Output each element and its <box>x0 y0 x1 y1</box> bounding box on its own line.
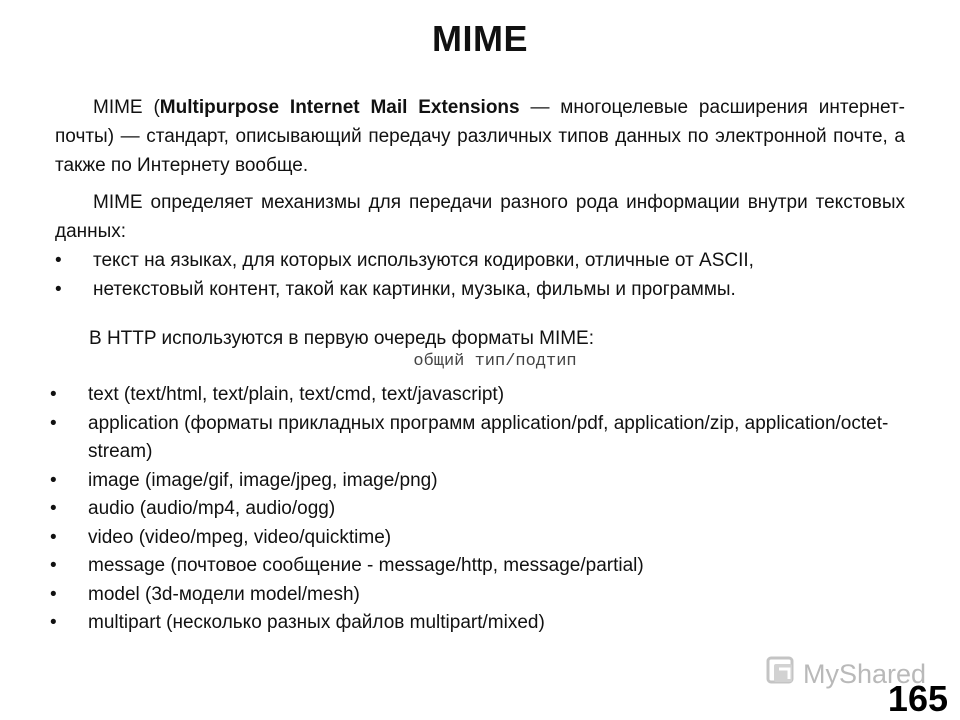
list-item <box>50 410 890 467</box>
bullet: • <box>50 612 57 633</box>
mime-mechanisms-text: MIME определяет механизмы для передачи разного рода информации внутри текстовых данных: <box>55 192 905 242</box>
list-item-text: application (форматы прикладных программ application/pdf, application/zip, application/octet-stream) <box>88 412 889 462</box>
list-item-text: text (text/html, text/plain, text/cmd, text/javascript) <box>88 384 505 405</box>
mime-definition-rest: — многоцелевые расширения интернет-почты) — стандарт, описывающий передачу различных типов данных по электронной почте, а также по Интернету вообще. <box>55 97 905 176</box>
bullet: • <box>55 250 62 271</box>
bullet: • <box>55 279 62 300</box>
bullet: • <box>50 384 57 405</box>
slide-title: MIME <box>432 18 528 59</box>
list-item <box>50 495 890 524</box>
list-item-text: video (video/mpeg, video/quicktime) <box>88 526 392 548</box>
list-item <box>50 609 890 638</box>
mime-term: MIME <box>93 97 143 118</box>
mime-types-list <box>50 381 890 638</box>
list-item <box>50 552 890 581</box>
mime-full-name: Multipurpose Internet Mail Extensions <box>159 97 520 118</box>
list-item-text: multipart (несколько разных файлов multipart/mixed) <box>88 612 545 633</box>
content-types-list <box>55 246 905 304</box>
bullet: • <box>50 412 57 434</box>
list-item-text: нетекстовый контент, такой как картинки, музыка, фильмы и программы. <box>93 279 736 300</box>
bullet: • <box>50 469 57 491</box>
open-paren: ( <box>142 97 160 118</box>
http-intro-text: В HTTP используются в первую очередь форматы MIME: <box>89 328 595 349</box>
list-item-text: текст на языках, для которых используются кодировки, отличные от ASCII, <box>93 250 754 271</box>
bullet: • <box>50 555 57 576</box>
list-item-text: image (image/gif, image/jpeg, image/png) <box>88 469 438 491</box>
list-item-text: message (почтовое сообщение - message/http, message/partial) <box>88 555 644 576</box>
watermark-text: MyShared <box>803 659 927 689</box>
list-item <box>50 524 890 553</box>
myshared-logo-icon <box>765 655 803 694</box>
list-item <box>50 581 890 610</box>
list-item <box>50 467 890 496</box>
list-item <box>55 246 905 275</box>
mime-definition-paragraph <box>55 93 905 180</box>
page-number: 165 <box>887 678 948 719</box>
list-item-text: model (3d-модели model/mesh) <box>88 583 360 605</box>
bullet: • <box>50 498 57 519</box>
bullet: • <box>50 583 57 605</box>
format-line: общий тип/подтип <box>413 352 577 371</box>
bullet: • <box>50 526 57 548</box>
list-item <box>55 275 905 304</box>
list-item-text: audio (audio/mp4, audio/ogg) <box>88 498 336 519</box>
list-item <box>50 381 890 410</box>
mime-mechanisms-paragraph <box>55 188 905 246</box>
